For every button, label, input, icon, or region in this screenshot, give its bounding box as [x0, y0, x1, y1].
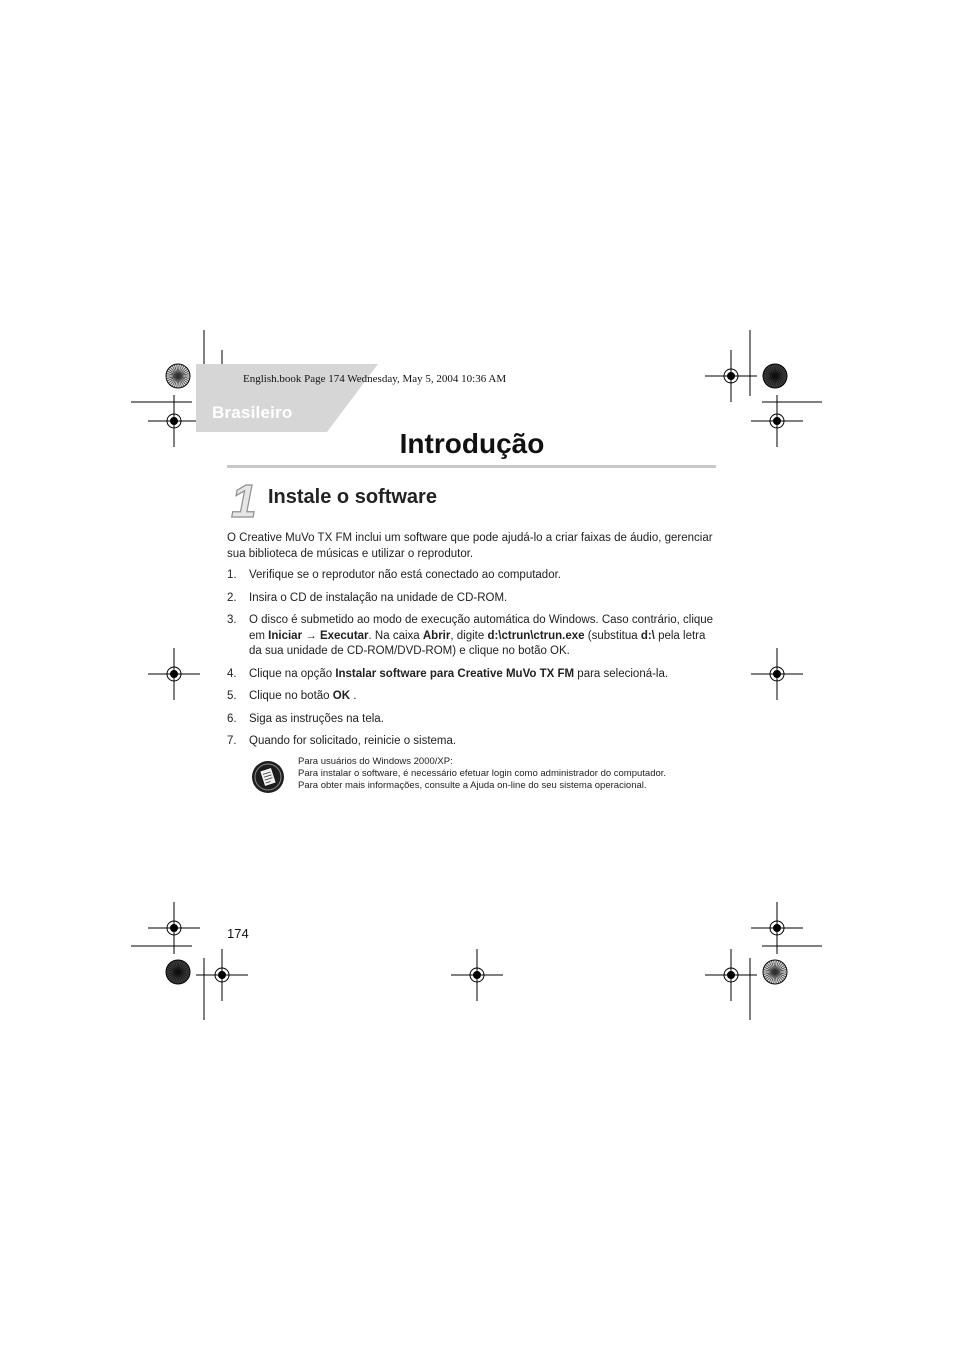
list-item-text: , digite: [450, 629, 488, 642]
list-item-number: 5.: [227, 690, 237, 702]
list-item-number: 7.: [227, 735, 237, 747]
bold-term: d:\: [640, 629, 655, 642]
bold-term: d:\ctrun\ctrun.exe: [487, 629, 585, 642]
list-item-text: Siga as instruções na tela.: [249, 712, 384, 725]
list-item-text: . Na caixa: [368, 629, 423, 642]
list-item-text: Insira o CD de instalação na unidade de CD-ROM.: [249, 591, 508, 604]
list-item-text: pela letra da sua unidade de CD-ROM/DVD-ROM) e clique no botão OK.: [249, 629, 706, 657]
list-item-number: 2.: [227, 591, 237, 604]
list-item-text: Clique na opção: [249, 667, 336, 680]
note-line: Para instalar o software, é necessário efetuar login como administrador do computador.: [298, 768, 667, 779]
bold-term: Iniciar: [268, 629, 303, 642]
list-item: [227, 667, 717, 683]
list-item-number: 1.: [227, 569, 237, 581]
list-item: [227, 591, 717, 607]
list-item: [227, 712, 717, 728]
list-item-text: →: [302, 629, 320, 642]
language-tab-label: Brasileiro: [212, 403, 293, 422]
list-item: [227, 613, 717, 660]
color-bar-starburst: [166, 960, 190, 984]
title-rule: [227, 465, 716, 468]
bold-term: OK: [332, 690, 351, 702]
list-item: [227, 568, 717, 584]
list-item-number: 3.: [227, 614, 237, 626]
list-item-text: Clique no botão: [249, 690, 333, 702]
list-item-text: .: [350, 690, 357, 702]
list-item-text: Verifique se o reprodutor não está conectado ao computador.: [249, 569, 561, 581]
note-text: [298, 756, 718, 792]
list-item: [227, 734, 717, 750]
list-item-number: 6.: [227, 712, 237, 725]
install-steps-list: [227, 568, 717, 757]
list-item-text: O disco é submetido ao modo de execução automática do Windows. Caso contrário, clique em: [249, 614, 714, 642]
color-bar-starburst: [763, 960, 787, 984]
list-item-text: (substitua: [584, 629, 641, 642]
list-item-text: para selecioná-la.: [574, 667, 669, 680]
intro-paragraph: O Creative MuVo TX FM inclui um software que pode ajudá-lo a criar faixas de áudio, gerenciar sua biblioteca de músicas e utilizar o reprodutor.: [227, 532, 713, 560]
page-title: Introdução: [399, 428, 545, 459]
bold-term: Executar: [319, 629, 369, 642]
note-pad-icon: [251, 760, 285, 794]
color-bar-starburst: [763, 364, 787, 388]
color-bar-starburst: [166, 364, 190, 388]
page-number: 174: [227, 926, 249, 941]
print-slug: English.book Page 174 Wednesday, May 5, 2004 10:36 AM: [243, 373, 507, 385]
note-line: Para usuários do Windows 2000/XP:: [298, 756, 453, 767]
list-item-number: 4.: [227, 667, 237, 680]
bold-term: Instalar software para Creative MuVo TX FM: [335, 667, 575, 680]
step-number: 1: [231, 475, 257, 527]
list-item: [227, 689, 717, 705]
note-line: Para obter mais informações, consulte a Ajuda on-line do seu sistema operacional.: [298, 780, 647, 791]
bold-term: Abrir: [422, 629, 451, 642]
list-item-text: Quando for solicitado, reinicie o sistema.: [249, 735, 457, 747]
section-title: Instale o software: [268, 486, 437, 508]
